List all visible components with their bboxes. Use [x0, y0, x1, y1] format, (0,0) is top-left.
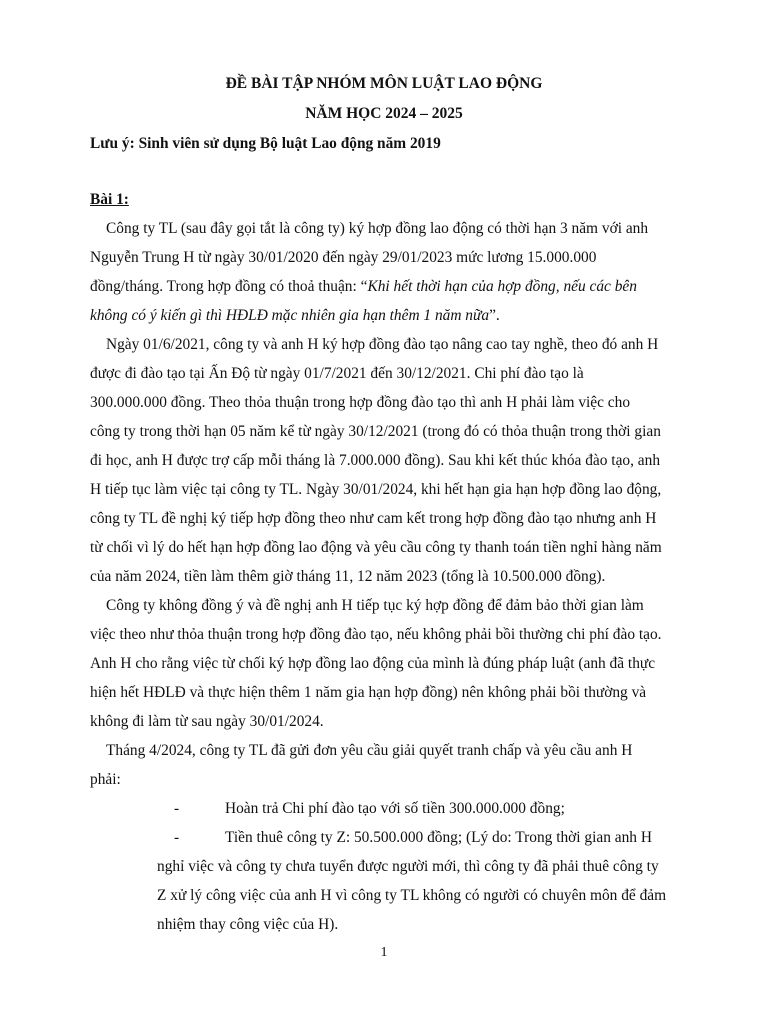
paragraph-line: [90, 277, 637, 297]
paragraph-line: Công ty không đồng ý và đề nghị anh H tiếp tục ký hợp đồng để đảm bảo thời gian làm: [106, 597, 644, 614]
list-item-continuation: nghỉ việc và công ty chưa tuyển được người mới, thì công ty đã phải thuê công ty: [157, 858, 659, 875]
paragraph-line: được đi đào tạo tại Ấn Độ từ ngày 01/7/2021 đến 30/12/2021. Chi phí đào tạo là: [90, 365, 584, 382]
quoted-clause: Khi hết thời hạn của hợp đồng, nếu các bên: [367, 278, 637, 295]
note-line: Lưu ý: Sinh viên sử dụng Bộ luật Lao động năm 2019: [90, 135, 441, 152]
paragraph-line: 300.000.000 đồng. Theo thỏa thuận trong hợp đồng đào tạo thì anh H phải làm việc cho: [90, 394, 631, 411]
paragraph-line: đi học, anh H được trợ cấp mỗi tháng là 7.000.000 đồng). Sau khi kết thúc khóa đào tạo, anh: [90, 452, 661, 469]
paragraph-text: ”.: [489, 307, 500, 324]
paragraph-text: đồng/tháng. Trong hợp đồng có thoả thuận: “: [90, 278, 368, 295]
paragraph-line: Anh H cho rằng việc từ chối ký hợp đồng lao động của mình là đúng pháp luật (anh đã thực: [90, 655, 656, 672]
list-item: Hoàn trả Chi phí đào tạo với số tiền 300.000.000 đồng;: [225, 800, 565, 817]
paragraph-line: phải:: [90, 771, 121, 788]
paragraph-line: việc theo như thỏa thuận trong hợp đồng đào tạo, nếu không phải bồi thường chi phí đào tạo.: [90, 626, 662, 643]
paragraph-line: H tiếp tục làm việc tại công ty TL. Ngày 30/01/2024, khi hết hạn gia hạn hợp đồng lao động,: [90, 481, 662, 498]
list-bullet: -: [174, 800, 180, 817]
list-item-continuation: Z xử lý công việc của anh H vì công ty TL không có người có chuyên môn để đảm: [157, 887, 667, 904]
paragraph-line: công ty TL đề nghị ký tiếp hợp đồng theo như cam kết trong hợp đồng đào tạo nhưng anh H: [90, 510, 657, 527]
paragraph-line: Ngày 01/6/2021, công ty và anh H ký hợp đồng đào tạo nâng cao tay nghề, theo đó anh H: [106, 336, 659, 353]
list-bullet: -: [174, 829, 180, 846]
paragraph-line: [90, 306, 500, 326]
paragraph-line: hiện hết HĐLĐ và thực hiện thêm 1 năm gia hạn hợp đồng) nên không phải bồi thường và: [90, 684, 647, 701]
page-number: 1: [380, 945, 388, 960]
quoted-clause: không có ý kiến gì thì HĐLĐ mặc nhiên gia hạn thêm 1 năm nữa: [90, 307, 490, 324]
paragraph-line: Tháng 4/2024, công ty TL đã gửi đơn yêu cầu giải quyết tranh chấp và yêu cầu anh H: [106, 742, 633, 759]
paragraph-line: công ty trong thời hạn 05 năm kể từ ngày 30/12/2021 (trong đó có thỏa thuận trong thời gian: [90, 423, 661, 440]
paragraph-line: Công ty TL (sau đây gọi tắt là công ty) ký hợp đồng lao động có thời hạn 3 năm với anh: [106, 220, 649, 237]
exercise-heading: Bài 1:: [90, 191, 129, 208]
paragraph-line: của năm 2024, tiền làm thêm giờ tháng 11, 12 năm 2023 (tổng là 10.500.000 đồng).: [90, 568, 606, 585]
paragraph-line: Nguyễn Trung H từ ngày 30/01/2020 đến ngày 29/01/2023 mức lương 15.000.000: [90, 249, 597, 266]
document-title: ĐỀ BÀI TẬP NHÓM MÔN LUẬT LAO ĐỘNG: [225, 75, 543, 92]
list-item-continuation: nhiệm thay công việc của H).: [157, 916, 339, 933]
list-item: Tiền thuê công ty Z: 50.500.000 đồng; (Lý do: Trong thời gian anh H: [225, 829, 652, 846]
academic-year: NĂM HỌC 2024 – 2025: [305, 105, 463, 122]
paragraph-line: từ chối vì lý do hết hạn hợp đồng lao động và yêu cầu công ty thanh toán tiền nghỉ hàng năm: [90, 539, 662, 556]
paragraph-line: không đi làm từ sau ngày 30/01/2024.: [90, 713, 324, 730]
